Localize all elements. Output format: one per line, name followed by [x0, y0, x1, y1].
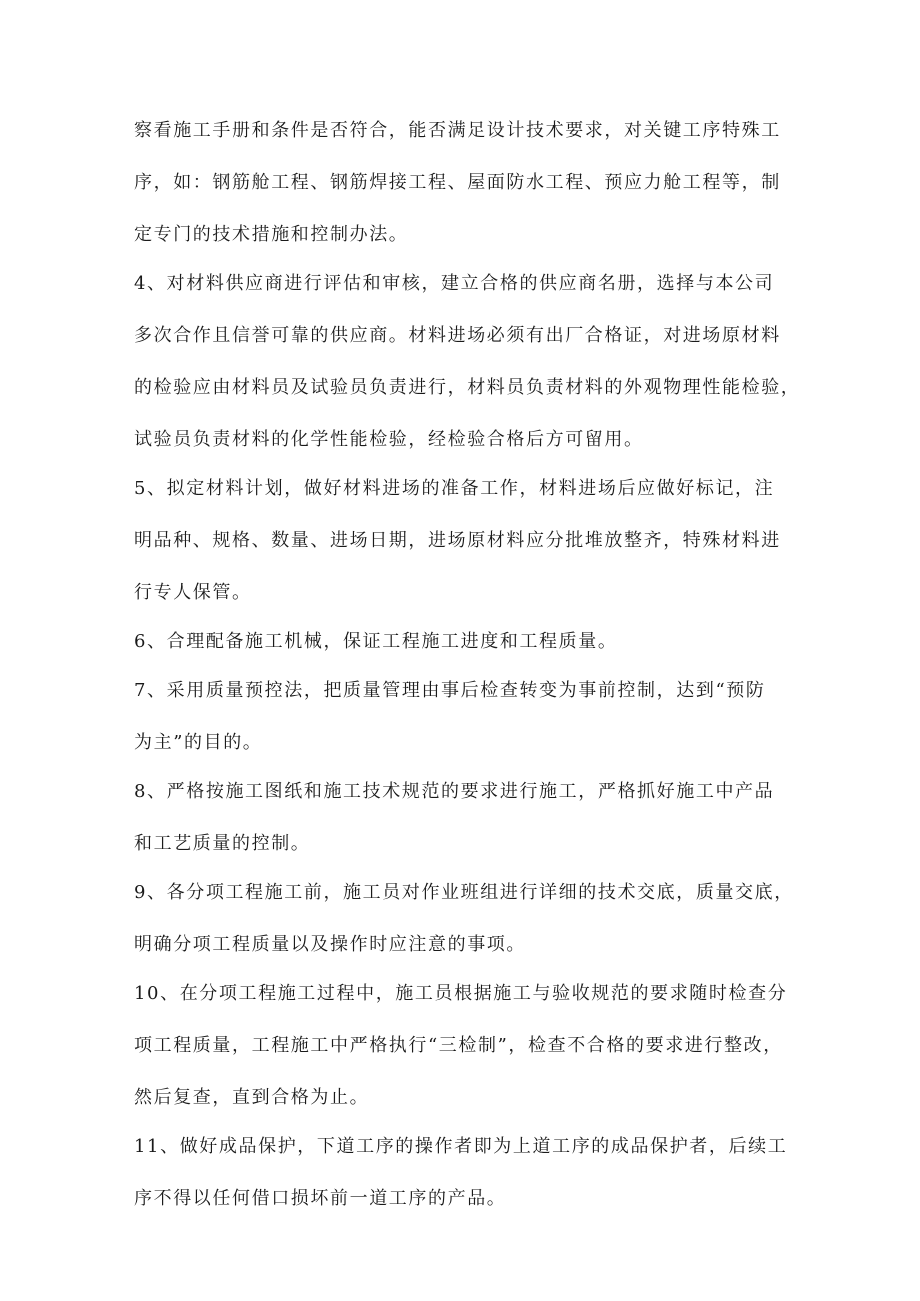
- paragraph: [134, 476, 794, 606]
- text-line: 定专门的技术措施和控制办法。: [134, 224, 409, 245]
- paragraph: [134, 981, 794, 1111]
- text-line: 9、各分项工程施工前，施工员对作业班组进行详细的技术交底，质量交底，: [134, 882, 794, 903]
- text-line: 序，如：钢筋舱工程、钢筋焊接工程、屋面防水工程、预应力舱工程等，制: [134, 172, 781, 193]
- paragraph: [134, 1134, 794, 1212]
- document-body: [134, 118, 801, 1212]
- text-line: 11、做好成品保护，下道工序的操作者即为上道工序的成品保护者，后续工: [134, 1136, 788, 1157]
- text-line: 10、在分项工程施工过程中，施工员根据施工与验收规范的要求随时检查分: [134, 983, 788, 1004]
- text-line: 序不得以任何借口损坏前一道工序的产品。: [134, 1188, 507, 1209]
- text-line: 6、合理配备施工机械，保证工程施工进度和工程质量。: [134, 631, 618, 652]
- text-line: 5、拟定材料计划，做好材料进场的准备工作，材料进场后应做好标记，注: [134, 478, 775, 499]
- text-line: 为主”的目的。: [134, 732, 263, 753]
- text-line: 和工艺质量的控制。: [134, 833, 311, 854]
- text-line: 明品种、规格、数量、进场日期，进场原材料应分批堆放整齐，特殊材料进: [134, 530, 781, 551]
- paragraph: [134, 271, 801, 453]
- text-line: 4、对材料供应商进行评估和审核，建立合格的供应商名册，选择与本公司: [134, 273, 775, 294]
- paragraph: [134, 880, 794, 958]
- text-line: 试验员负责材料的化学性能检验，经检验合格后方可留用。: [134, 429, 644, 450]
- text-line: 明确分项工程质量以及操作时应注意的事项。: [134, 934, 526, 955]
- paragraph: [134, 678, 794, 756]
- text-line: 的检验应由材料员及试验员负责进行，材料员负责材料的外观物理性能检验，: [134, 377, 801, 398]
- text-line: 然后复查，直到合格为止。: [134, 1087, 370, 1108]
- paragraph: [134, 118, 794, 248]
- text-line: 项工程质量，工程施工中严格执行“三检制”，检查不合格的要求进行整改，: [134, 1035, 783, 1056]
- text-line: 多次合作且信誉可靠的供应商。材料进场必须有出厂合格证，对进场原材料: [134, 325, 781, 346]
- text-line: 7、采用质量预控法，把质量管理由事后检查转变为事前控制，达到“预防: [134, 680, 766, 701]
- text-line: 8、严格按施工图纸和施工技术规范的要求进行施工，严格抓好施工中产品: [134, 781, 775, 802]
- text-line: 行专人保管。: [134, 582, 252, 603]
- text-line: 察看施工手册和条件是否符合，能否满足设计技术要求，对关键工序特殊工: [134, 120, 781, 141]
- paragraph: [134, 779, 794, 857]
- paragraph: [134, 629, 794, 655]
